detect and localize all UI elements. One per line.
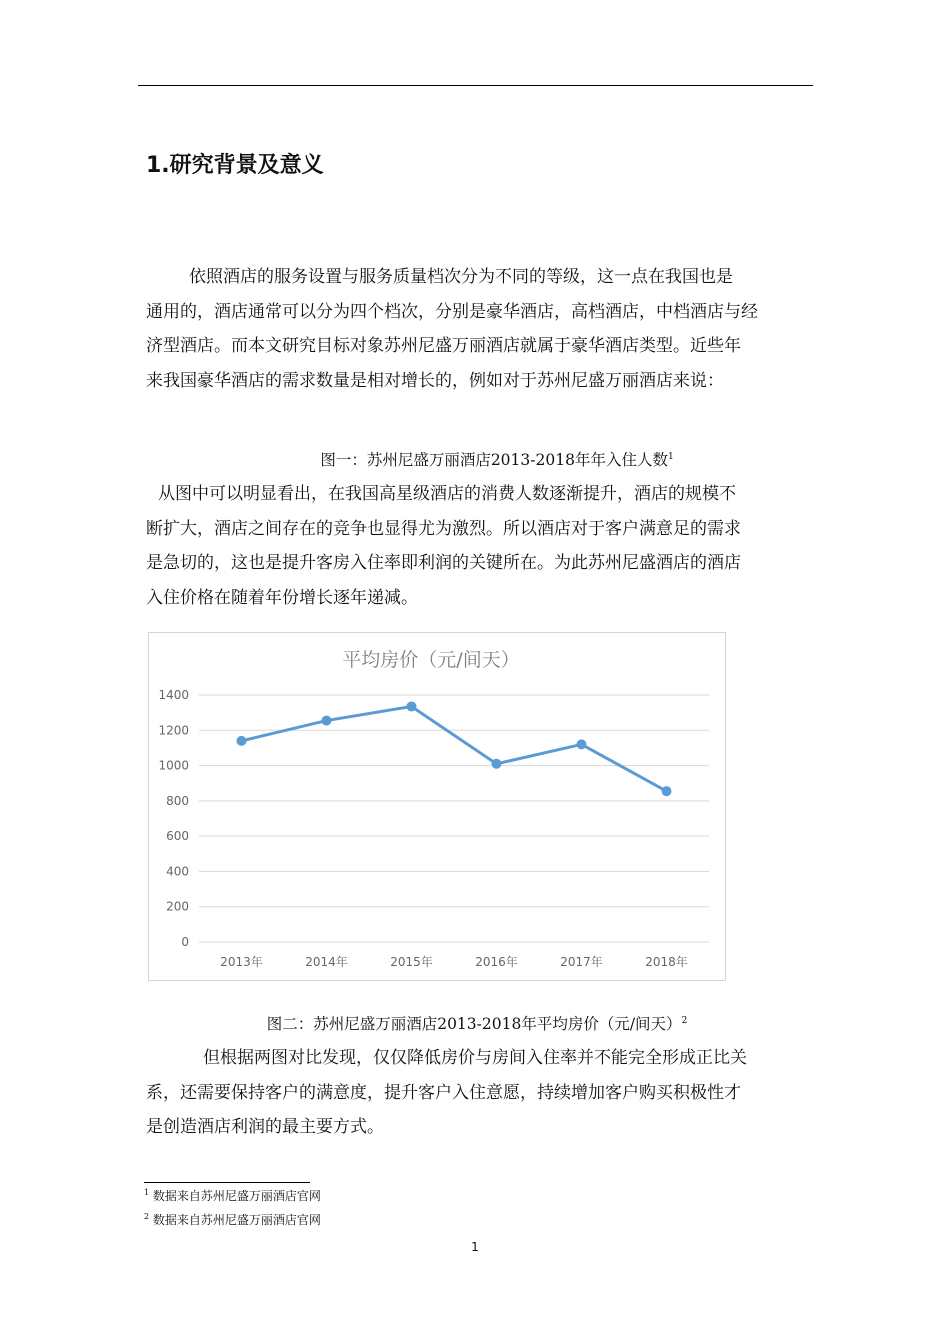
chart-title: 平均房价（元/间天） — [342, 649, 520, 671]
paragraph-line: 入住价格在随着年份增长逐年递减。 — [146, 587, 418, 608]
series-line — [242, 706, 667, 791]
footnote-1 — [144, 1188, 321, 1204]
paragraph-line: 是急切的，这也是提升客房入住率即利润的关键所在。为此苏州尼盛酒店的酒店 — [146, 553, 741, 573]
data-point — [662, 787, 671, 796]
x-tick-label: 2018年 — [645, 955, 688, 969]
x-tick-label: 2014年 — [305, 955, 348, 969]
paragraph-line: 系，还需要保持客户的满意度，提升客户入住意愿，持续增加客户购买积极性才 — [146, 1082, 741, 1103]
figure-1-caption — [22, 448, 950, 472]
section-heading: 1.研究背景及意义 — [146, 153, 324, 178]
y-tick-label: 400 — [166, 864, 189, 879]
paragraph-line: 济型酒店。而本文研究目标对象苏州尼盛万丽酒店就属于豪华酒店类型。近些年 — [146, 336, 741, 356]
paragraph-line: 但根据两图对比发现，仅仅降低房价与房间入住率并不能完全形成正比关 — [203, 1048, 747, 1068]
paragraph-line: 从图中可以明显看出，在我国高星级酒店的消费人数逐渐提升，酒店的规模不 — [158, 484, 736, 504]
page-number: 1 — [471, 1240, 479, 1254]
y-tick-label: 800 — [166, 793, 189, 808]
figure-2-caption — [2, 1012, 950, 1036]
data-point — [237, 736, 246, 745]
paragraph-3 — [146, 1041, 810, 1145]
header-rule — [138, 85, 813, 86]
y-tick-label: 600 — [166, 829, 189, 844]
footnote-mark: 1 — [144, 1188, 150, 1197]
data-point — [322, 716, 331, 725]
y-tick-label: 200 — [166, 899, 189, 914]
paragraph-line: 来我国豪华酒店的需求数量是相对增长的，例如对于苏州尼盛万丽酒店来说： — [146, 370, 724, 391]
x-tick-label: 2017年 — [560, 955, 603, 969]
y-tick-label: 0 — [181, 935, 189, 949]
data-point — [407, 702, 416, 711]
paragraph-line: 断扩大，酒店之间存在的竞争也显得尤为激烈。所以酒店对于客户满意足的需求 — [146, 518, 741, 539]
chart-series — [237, 702, 671, 796]
data-point — [492, 759, 501, 768]
x-tick-label: 2013年 — [220, 955, 263, 969]
caption-text: 图二：苏州尼盛万丽酒店2013-2018年平均房价（元/间天） — [266, 1015, 682, 1033]
paragraph-1 — [146, 260, 810, 398]
x-tick-label: 2015年 — [390, 955, 433, 969]
caption-text: 图一：苏州尼盛万丽酒店2013-2018年年入住人数 — [320, 451, 668, 469]
footnote-text: 数据来自苏州尼盛万丽酒店官网 — [152, 1189, 321, 1203]
footnote-ref[interactable]: 1 — [667, 451, 674, 462]
paragraph-line: 通用的，酒店通常可以分为四个档次，分别是豪华酒店，高档酒店，中档酒店与经 — [146, 301, 758, 322]
y-axis-labels — [158, 688, 189, 949]
footnote-ref[interactable]: 2 — [681, 1015, 688, 1026]
x-tick-label: 2016年 — [475, 955, 518, 969]
paragraph-line: 依照酒店的服务设置与服务质量档次分为不同的等级，这一点在我国也是 — [189, 267, 733, 287]
y-tick-label: 1200 — [158, 723, 189, 738]
y-tick-label: 1400 — [158, 688, 189, 702]
footnote-2 — [144, 1212, 321, 1228]
footnote-mark: 2 — [144, 1212, 150, 1221]
paragraph-2 — [146, 477, 810, 615]
x-axis-labels — [220, 954, 688, 969]
y-tick-label: 1000 — [158, 758, 189, 773]
paragraph-line: 是创造酒店利润的最主要方式。 — [146, 1117, 384, 1137]
footnote-text: 数据来自苏州尼盛万丽酒店官网 — [152, 1213, 321, 1227]
data-point — [577, 740, 586, 749]
line-chart-svg — [149, 633, 725, 980]
footnote-separator — [144, 1182, 310, 1183]
average-room-rate-chart — [148, 632, 726, 981]
